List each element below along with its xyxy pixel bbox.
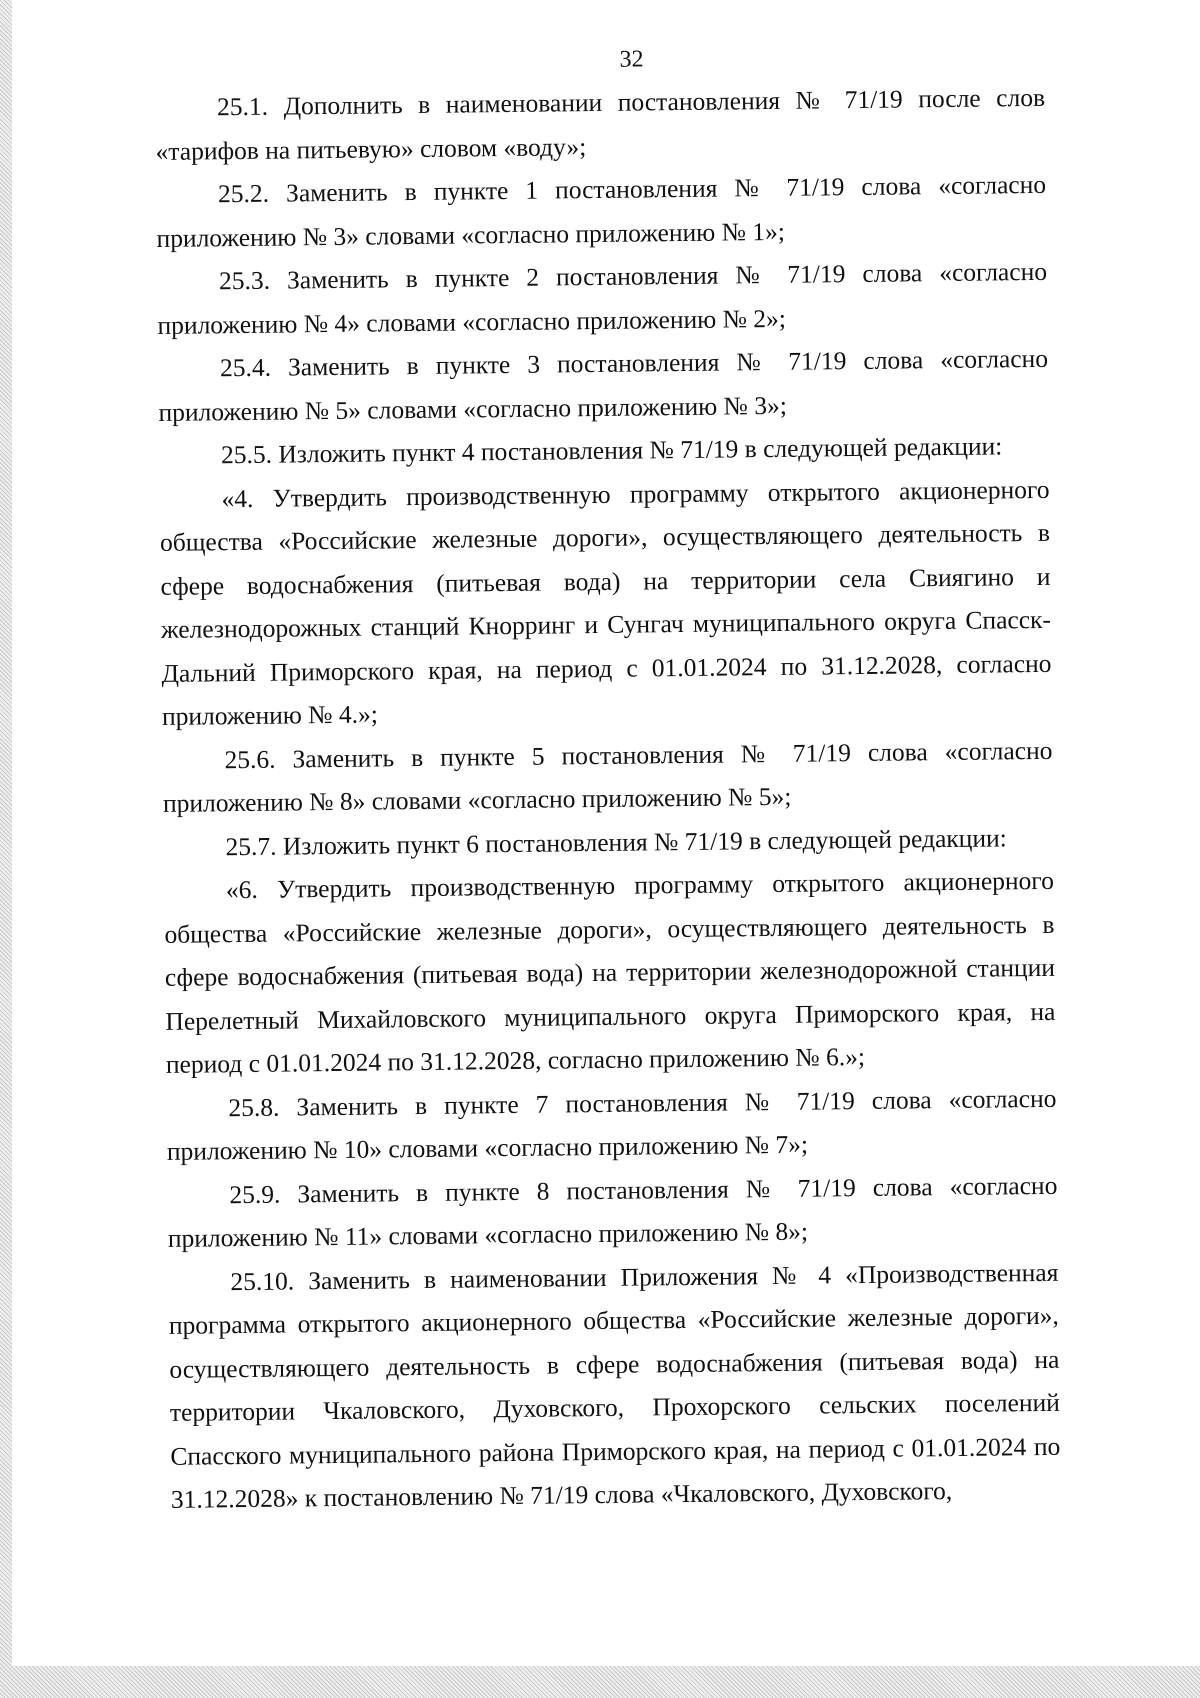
paragraph-25-7: 25.7. Изложить пункт 6 постановления № 71/19 в следующей редакции: [225,822,1007,861]
paragraph-25-3: 25.3. Заменить в пункте 2 постановления № 71/19 слова «согласно приложению № 4» словами «согласно приложению № 2»; [157,256,1048,340]
paragraph-25-9: 25.9. Заменить в пункте 8 постановления № 71/19 слова «согласно приложению № 11» словами «согласно приложению № 8»; [167,1170,1058,1253]
paragraph-25-6: 25.6. Заменить в пункте 5 постановления № 71/19 слова «согласно приложению № 8» словами «согласно приложению № 5»; [162,735,1053,818]
paragraph-25-2: 25.2. Заменить в пункте 1 постановления № 71/19 слова «согласно приложению № 3» словами «согласно приложению № 1»; [156,169,1047,253]
paragraph-quote-6: «6. Утвердить производственную программу открытого акционерного общества «Российские железные дороги», осуществляющего деятельность в сфере водоснабжения (питьевая вода) на территории железнодорожной станции Перелетный Михайловского муниципального округа Приморского края, на период с 01.01.2024 по 31.12.2028, согласно приложению № 6.»; [164,865,1056,1079]
paragraph-25-10: 25.10. Заменить в наименовании Приложения № 4 «Производственная программа открытого акционерного общества «Российские железные дороги», осуществляющего деятельность в сфере водоснабжения (питьевая вода) на территории Чкаловского, Духовского, Прохорского сельских поселений Спасского муниципального района Приморского края, на период с 01.01.2024 по 31.12.2028» к постановлению № 71/19 слова «Чкаловского, Духовского, [168,1257,1061,1514]
page-content [11,0,1200,1667]
scan-edge-left [0,0,12,1698]
document-body [155,76,1061,1522]
paragraph-25-5: 25.5. Изложить пункт 4 постановления № 71/19 в следующей редакции: [220,431,1003,470]
paragraph-25-1: 25.1. Дополнить в наименовании постановления № 71/19 после слов «тарифов на питьевую» словом «воду»; [155,82,1046,166]
document-page [12,0,1200,1666]
paragraph-25-4: 25.4. Заменить в пункте 3 постановления № 71/19 слова «согласно приложению № 5» словами «согласно приложению № 3»; [158,343,1049,427]
scan-edge-bottom [0,1666,1200,1698]
paragraph-25-8: 25.8. Заменить в пункте 7 постановления № 71/19 слова «согласно приложению № 10» словами «согласно приложению № 7»; [166,1083,1057,1166]
page-number: 32 [619,46,644,73]
paragraph-quote-4: «4. Утвердить производственную программу открытого акционерного общества «Российские железные дороги», осуществляющего деятельность в сфере водоснабжения (питьевая вода) на территории села Свиягино и железнодорожных станций Кнорринг и Сунгач муниципального округа Спасск-Дальний Приморского края, на период с 01.01.2024 по 31.12.2028, согласно приложению № 4.»; [159,474,1052,731]
